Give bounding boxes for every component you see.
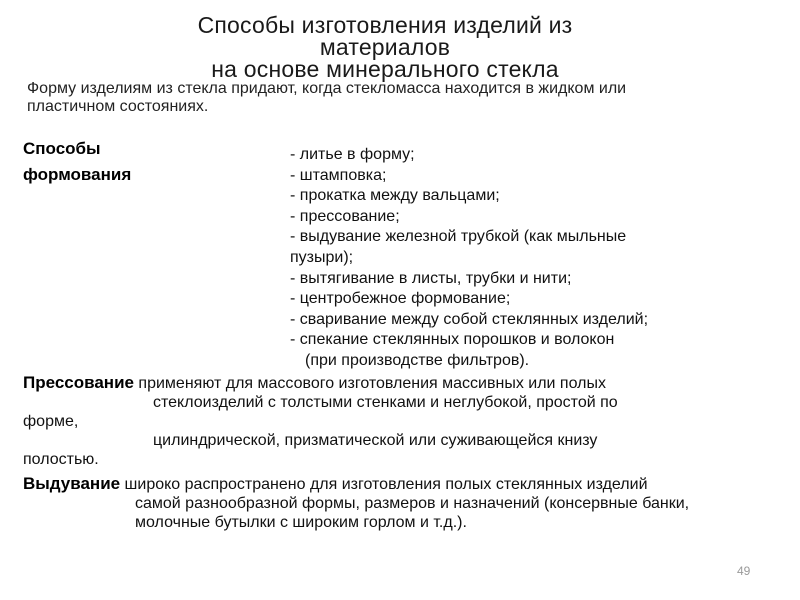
method-item: - штамповка; bbox=[290, 166, 387, 184]
method-item-continuation: (при производстве фильтров). bbox=[305, 351, 530, 369]
blowing-line: молочные бутылки с широким горлом и т.д.). bbox=[135, 514, 467, 531]
method-item: - выдувание железной трубкой (как мыльные bbox=[290, 228, 627, 246]
method-item: - спекание стеклянных порошков и волокон bbox=[290, 331, 615, 349]
slide-title-line: Способы изготовления изделий из bbox=[197, 12, 573, 38]
pressing-first-line bbox=[23, 373, 800, 393]
page-number: 49 bbox=[737, 564, 751, 578]
blowing-term: Выдувание bbox=[23, 474, 121, 493]
method-item: - литье в форму; bbox=[290, 146, 415, 163]
method-item: - центробежное формование; bbox=[290, 290, 511, 308]
slide-title bbox=[150, 14, 620, 80]
blowing-line: самой разнообразной формы, размеров и назначений (консервные банки, bbox=[135, 495, 690, 512]
pressing-paragraph bbox=[23, 373, 800, 469]
methods-heading bbox=[23, 136, 131, 188]
blowing-text: широко распространено для изготовления полых стеклянных изделий bbox=[120, 476, 648, 493]
method-item: - прессование; bbox=[290, 207, 400, 225]
pressing-line: стеклоизделий с толстыми стенками и неглубокой, простой по bbox=[153, 394, 618, 411]
method-item: - сваривание между собой стеклянных изделий; bbox=[290, 310, 649, 328]
pressing-line: полостью. bbox=[23, 451, 99, 468]
slide-title-line: материалов bbox=[319, 34, 451, 60]
methods-heading-line: формования bbox=[23, 165, 132, 184]
intro-line: Форму изделиям из стекла придают, когда стекломасса находится в жидком или bbox=[27, 80, 627, 97]
method-item: - вытягивание в листы, трубки и нити; bbox=[290, 269, 572, 287]
method-item: - прокатка между вальцами; bbox=[290, 187, 500, 205]
pressing-text: применяют для массового изготовления массивных или полых bbox=[133, 375, 606, 392]
intro-line: пластичном состояниях. bbox=[27, 98, 209, 115]
method-item-continuation: пузыри); bbox=[290, 248, 354, 266]
blowing-first-line bbox=[23, 474, 800, 494]
slide-title-line: на основе минерального стекла bbox=[211, 56, 559, 82]
pressing-line: форме, bbox=[23, 413, 79, 430]
methods-list bbox=[290, 145, 760, 372]
pressing-line: цилиндрической, призматической или суживающейся книзу bbox=[153, 432, 598, 449]
blowing-paragraph bbox=[23, 474, 800, 532]
pressing-term: Прессование bbox=[23, 373, 134, 392]
methods-heading-line: Способы bbox=[23, 139, 101, 158]
intro-paragraph bbox=[27, 80, 787, 116]
